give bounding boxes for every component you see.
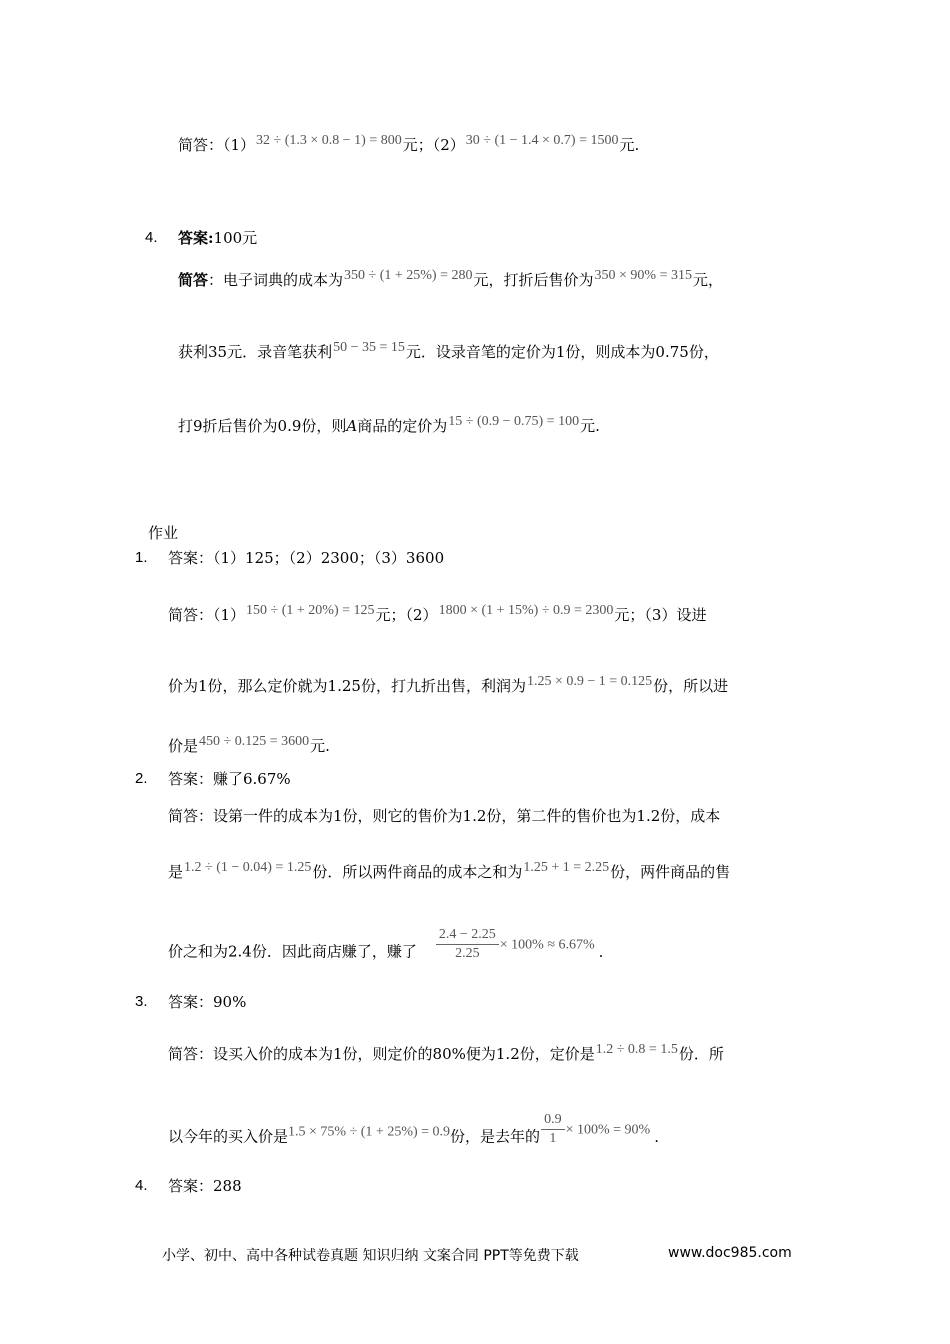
formula: 32 ÷ (1.3 × 0.8 − 1) = 800 [256, 133, 402, 148]
brief-label: 简答 [178, 271, 209, 289]
fraction [436, 927, 499, 962]
formula: 450 ÷ 0.125 = 3600 [199, 734, 310, 749]
formula: 1.25 + 1 = 2.25 [523, 860, 610, 875]
answer-value: 100元 [213, 229, 258, 247]
formula: 1.25 × 0.9 − 1 = 0.125 [526, 674, 653, 689]
text: 元；（2） [402, 136, 465, 154]
text: 份，是去年的 [450, 1127, 541, 1146]
variable: A [346, 417, 358, 435]
text: 份，所以进 [653, 677, 729, 695]
hw2-line-1: 简答：设第一件的成本为1份，则它的售价为1.2份，第二件的售价也为1.2份，成本 [168, 807, 721, 825]
text: 份，两件商品的售 [610, 863, 731, 881]
denominator: 2.25 [455, 946, 480, 961]
text: ：电子词典的成本为 [208, 271, 344, 289]
hw2-answer: 答案：赚了6.67% [168, 770, 291, 788]
text: 份．所以两件商品的成本之和为 [312, 863, 523, 881]
item-number: 1. [135, 549, 148, 566]
hw1-line-2 [168, 674, 728, 696]
text: 以今年的买入价是 [168, 1127, 289, 1146]
text: 元. [580, 417, 600, 435]
text: 元；（3）设进 [614, 606, 707, 624]
q4-line-2 [178, 340, 719, 362]
text: 获利35元．录音笔获利 [178, 343, 333, 361]
formula: 30 ÷ (1 − 1.4 × 0.7) = 1500 [465, 133, 619, 148]
formula: 150 ÷ (1 + 20%) = 125 [246, 603, 375, 618]
formula: 1800 × (1 + 15%) ÷ 0.9 = 2300 [438, 603, 614, 618]
text: 是 [168, 863, 184, 881]
text: 元. [619, 136, 640, 154]
text: 元；（2） [375, 606, 438, 624]
answer-label: 答案: [178, 229, 214, 247]
formula: × 100% ≈ 6.67% [499, 937, 595, 953]
formula: 350 ÷ (1 + 25%) = 280 [344, 268, 473, 283]
hw1-line-1 [168, 603, 706, 625]
q4-line-1 [178, 268, 723, 290]
item-number: 4. [135, 1177, 148, 1194]
formula: 1.2 ÷ (1 − 0.04) = 1.25 [184, 860, 312, 875]
text: . [598, 942, 604, 961]
formula: 1.5 × 75% ÷ (1 + 25%) = 0.9 [288, 1124, 451, 1140]
footer-text: 小学、初中、高中各种试卷真题 知识归纳 文案合同 PPT等免费下载 [162, 1248, 579, 1264]
text: 价为1份，那么定价就为1.25份，打九折出售，利润为 [168, 677, 526, 695]
denominator: 1 [549, 1131, 557, 1146]
top-answer-line [178, 133, 639, 155]
text: 商品的定价为 [357, 417, 448, 435]
text: 打9折后售价为0.9份，则 [178, 417, 347, 435]
formula: 350 × 90% = 315 [594, 268, 692, 283]
fraction [541, 1112, 565, 1147]
text: 元．设录音笔的定价为1份，则成本为0.75份， [405, 343, 719, 361]
text: 简答：（1） [168, 606, 246, 624]
q4-line-3 [178, 414, 600, 436]
hw3-answer: 答案：90% [168, 993, 247, 1011]
hw2-line-3 [168, 927, 603, 962]
section-title: 作业 [148, 524, 179, 542]
hw1-answer: 答案：（1）125；（2）2300；（3）3600 [168, 549, 445, 567]
item-number: 3. [135, 993, 148, 1010]
item-number: 2. [135, 770, 148, 787]
formula: 1.2 ÷ 0.8 = 1.5 [595, 1042, 678, 1057]
text: 价之和为2.4份．因此商店赚了，赚了 [168, 942, 417, 961]
text: 元， [692, 271, 723, 289]
formula: 15 ÷ (0.9 − 0.75) = 100 [448, 414, 580, 429]
numerator: 0.9 [541, 1112, 565, 1130]
formula: × 100% = 90% [565, 1122, 651, 1138]
text: 简答：设买入价的成本为1份，则定价的80%便为1.2份，定价是 [168, 1045, 595, 1063]
numerator: 2.4 − 2.25 [436, 927, 499, 945]
q4-answer [178, 227, 257, 248]
text: 元. [310, 737, 330, 755]
hw2-line-2 [168, 860, 730, 882]
text: 简答：（1） [178, 136, 256, 154]
footer-link[interactable]: www.doc985.com [668, 1245, 792, 1261]
item-number: 4. [145, 229, 158, 246]
hw1-line-3 [168, 734, 330, 756]
text: 元，打折后售价为 [473, 271, 594, 289]
hw3-line-1 [168, 1042, 724, 1064]
text: 价是 [168, 737, 199, 755]
text: . [654, 1127, 659, 1146]
text: 份．所 [678, 1045, 724, 1063]
formula: 50 − 35 = 15 [333, 340, 405, 355]
hw4-answer: 答案：288 [168, 1177, 242, 1195]
hw3-line-2 [168, 1112, 659, 1147]
